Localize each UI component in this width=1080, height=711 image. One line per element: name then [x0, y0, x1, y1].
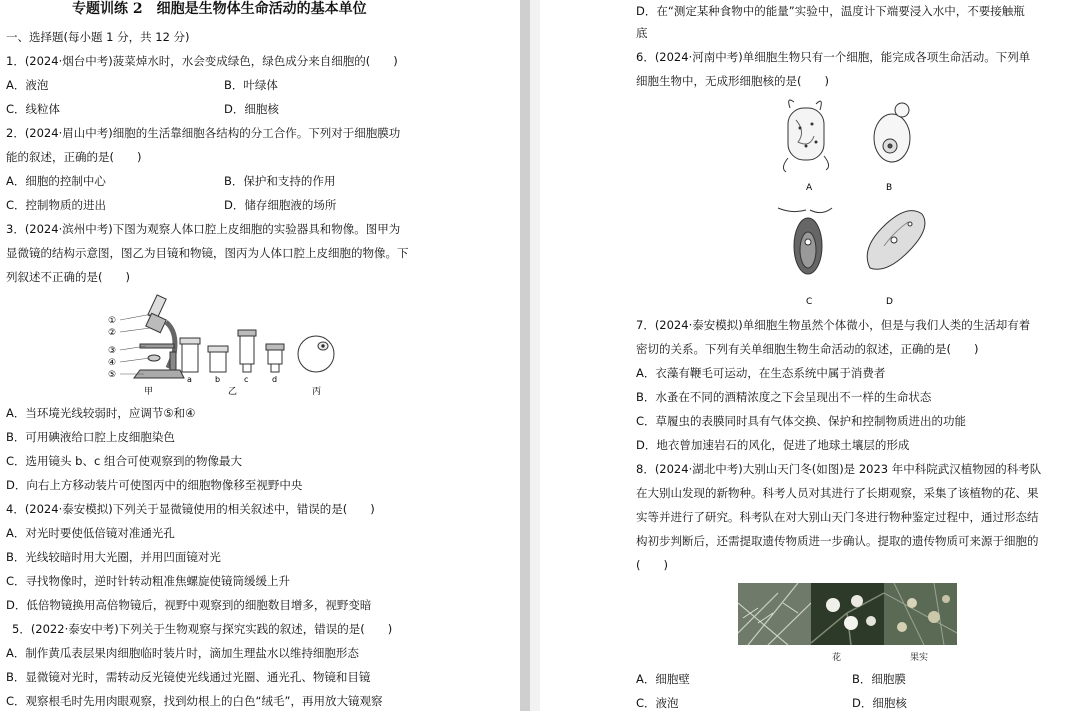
marker-4: ④ — [108, 358, 117, 368]
field-of-view-circle — [298, 336, 334, 372]
single-cell-organisms-figure — [776, 98, 936, 310]
question-2-stem-line2: 能的叙述，正确的是( ) — [6, 150, 142, 164]
q2-option-c: C．控制物质的进出 — [6, 198, 107, 212]
marker-2: ② — [108, 328, 117, 338]
eyepiece-a — [180, 338, 200, 372]
microscope-illustration — [134, 295, 184, 378]
q4-option-b: B．光线较暗时用大光圈，并用凹面镜对光 — [6, 550, 221, 564]
q7-option-c: C．草履虫的表膜同时具有气体交换、保护和控制物质进出的功能 — [636, 414, 967, 428]
caption-fruit: 果实 — [910, 653, 929, 663]
question-7-stem-line1: 7．(2024·泰安模拟)单细胞生物虽然个体微小，但是与我们人类的生活却有着 — [636, 318, 1031, 332]
flower-texture — [811, 583, 884, 645]
q1-option-b: B．叶绿体 — [224, 78, 278, 92]
q4-option-d: D．低倍物镜换用高倍物镜后，视野中观察到的细胞数目增多，视野变暗 — [6, 598, 372, 612]
lens-label-a: a — [187, 375, 192, 384]
fruit-texture — [884, 583, 957, 645]
q5-option-b: B．显微镜对光时，需转动反光镜使光线通过光圈、通光孔、物镜和目镜 — [6, 670, 371, 684]
q1-option-c: C．线粒体 — [6, 102, 61, 116]
q4-option-a: A．对光时要使低倍镜对准通光孔 — [6, 526, 175, 540]
document-page-left[interactable] — [0, 0, 520, 711]
q2-option-b: B．保护和支持的作用 — [224, 174, 336, 188]
question-6-stem-line1: 6．(2024·河南中考)单细胞生物只有一个细胞，能完成各项生命活动。下列单 — [636, 50, 1031, 64]
lens-label-b: b — [215, 375, 221, 384]
q2-option-d: D．储存细胞液的场所 — [224, 198, 337, 212]
eyepiece-b — [208, 346, 228, 372]
marker-1: ① — [108, 316, 117, 326]
q7-option-d: D．地衣曾加速岩石的风化，促进了地球土壤层的形成 — [636, 438, 910, 452]
q8-option-d: D．细胞核 — [852, 696, 907, 710]
yeast-b — [874, 103, 910, 162]
question-2-stem-line1: 2．(2024·眉山中考)细胞的生活靠细胞各结构的分工合作。下列对于细胞膜功 — [6, 126, 401, 140]
question-8-stem-line5: ( ) — [636, 558, 668, 572]
question-7-stem-line2: 密切的关系。下列有关单细胞生物生命活动的叙述，正确的是( ) — [636, 342, 979, 356]
question-3-stem-line2: 显微镜的结构示意图，图乙为目镜和物镜，图丙为人体口腔上皮细胞的物像。下 — [6, 246, 409, 260]
caption-yi: 乙 — [228, 387, 238, 397]
q3-option-b: B．可用碘液给口腔上皮细胞染色 — [6, 430, 175, 444]
organism-label-b: B — [886, 183, 893, 193]
plant-photo-branches — [738, 583, 811, 645]
q4-option-c: C．寻找物像时，逆时针转动粗准焦螺旋使镜筒缓缓上升 — [6, 574, 291, 588]
q3-option-a: A．当环境光线较弱时，应调节⑤和④ — [6, 406, 196, 420]
q7-option-b: B．水蚤在不同的酒精浓度之下会呈现出不一样的生命状态 — [636, 390, 932, 404]
q8-option-c: C．液泡 — [636, 696, 679, 710]
question-8-stem-line4: 构初步判断后，还需提取遗传物质进一步确认。提取的遗传物质可来源于细胞的 — [636, 534, 1039, 548]
lens-label-c: c — [244, 375, 249, 384]
question-5-stem: 5．(2022·泰安中考)下列关于生物观察与探究实践的叙述，错误的是( ) — [12, 622, 393, 636]
q7-option-a: A．衣藻有鞭毛可运动，在生态系统中属于消费者 — [636, 366, 886, 380]
microscope-figure — [104, 292, 344, 398]
objective-c — [238, 330, 256, 372]
q5-option-d-line1: D．在“测定某种食物中的能量”实验中，温度计下端要浸入水中，不要接触瓶 — [636, 4, 1025, 18]
caption-jia: 甲 — [144, 387, 154, 397]
marker-5: ⑤ — [108, 370, 117, 380]
q1-option-d: D．细胞核 — [224, 102, 279, 116]
page-gap-shadow — [520, 0, 530, 711]
question-1-stem: 1．(2024·烟台中考)菠菜焯水时，水会变成绿色，绿色成分来自细胞的( ) — [6, 54, 398, 68]
organism-label-c: C — [806, 297, 813, 307]
q5-option-d-line2: 底 — [636, 26, 648, 40]
q1-option-a: A．液泡 — [6, 78, 49, 92]
branches-texture — [738, 583, 811, 645]
objective-d — [266, 344, 284, 372]
plant-photo-fruit — [884, 583, 957, 645]
organism-label-a: A — [806, 183, 813, 193]
question-3-stem-line1: 3．(2024·滨州中考)下图为观察人体口腔上皮细胞的实验器具和物像。图甲为 — [6, 222, 401, 236]
lens-label-d: d — [272, 375, 278, 384]
question-4-stem: 4．(2024·泰安模拟)下列关于显微镜使用的相关叙述中，错误的是( ) — [6, 502, 375, 516]
caption-bing: 丙 — [312, 387, 322, 397]
q3-option-c: C．选用镜头 b、c 组合可使观察到的物像最大 — [6, 454, 242, 468]
marker-3: ③ — [108, 346, 117, 356]
document-page-right[interactable] — [540, 0, 1080, 711]
q8-option-a: A．细胞壁 — [636, 672, 690, 686]
organism-label-d: D — [886, 297, 893, 307]
q8-option-b: B．细胞膜 — [852, 672, 906, 686]
q2-option-a: A．细胞的控制中心 — [6, 174, 106, 188]
caption-flower: 花 — [832, 653, 842, 663]
plant-photo-flower — [811, 583, 884, 645]
question-8-stem-line2: 在大别山发现的新物种。科考人员对其进行了长期观察，采集了该植物的花、果 — [636, 486, 1039, 500]
page-gap — [530, 0, 540, 711]
question-3-stem-line3: 列叙述不正确的是( ) — [6, 270, 130, 284]
q5-option-c: C．观察根毛时先用肉眼观察，找到幼根上的白色“绒毛”，再用放大镜观察 — [6, 694, 383, 708]
question-8-stem-line3: 实等并进行了研究。科考队在对大别山天门冬进行物种鉴定过程中，通过形态结 — [636, 510, 1039, 524]
section-heading: 一、选择题(每小题 1 分，共 12 分) — [6, 30, 190, 44]
chlamydomonas-c — [778, 208, 832, 274]
question-6-stem-line2: 细胞生物中，无成形细胞核的是( ) — [636, 74, 829, 88]
bacterium-a — [783, 100, 828, 172]
q5-option-a: A．制作黄瓜表层果肉细胞临时装片时，滴加生理盐水以维持细胞形态 — [6, 646, 359, 660]
page-title: 专题训练 2 细胞是生物体生命活动的基本单位 — [72, 1, 367, 17]
paramecium-d — [867, 211, 925, 270]
question-8-stem-line1: 8．(2024·湖北中考)大别山天门冬(如图)是 2023 年中科院武汉植物园的科考队 — [636, 462, 1042, 476]
q3-option-d: D．向右上方移动装片可使图丙中的细胞物像移至视野中央 — [6, 478, 303, 492]
